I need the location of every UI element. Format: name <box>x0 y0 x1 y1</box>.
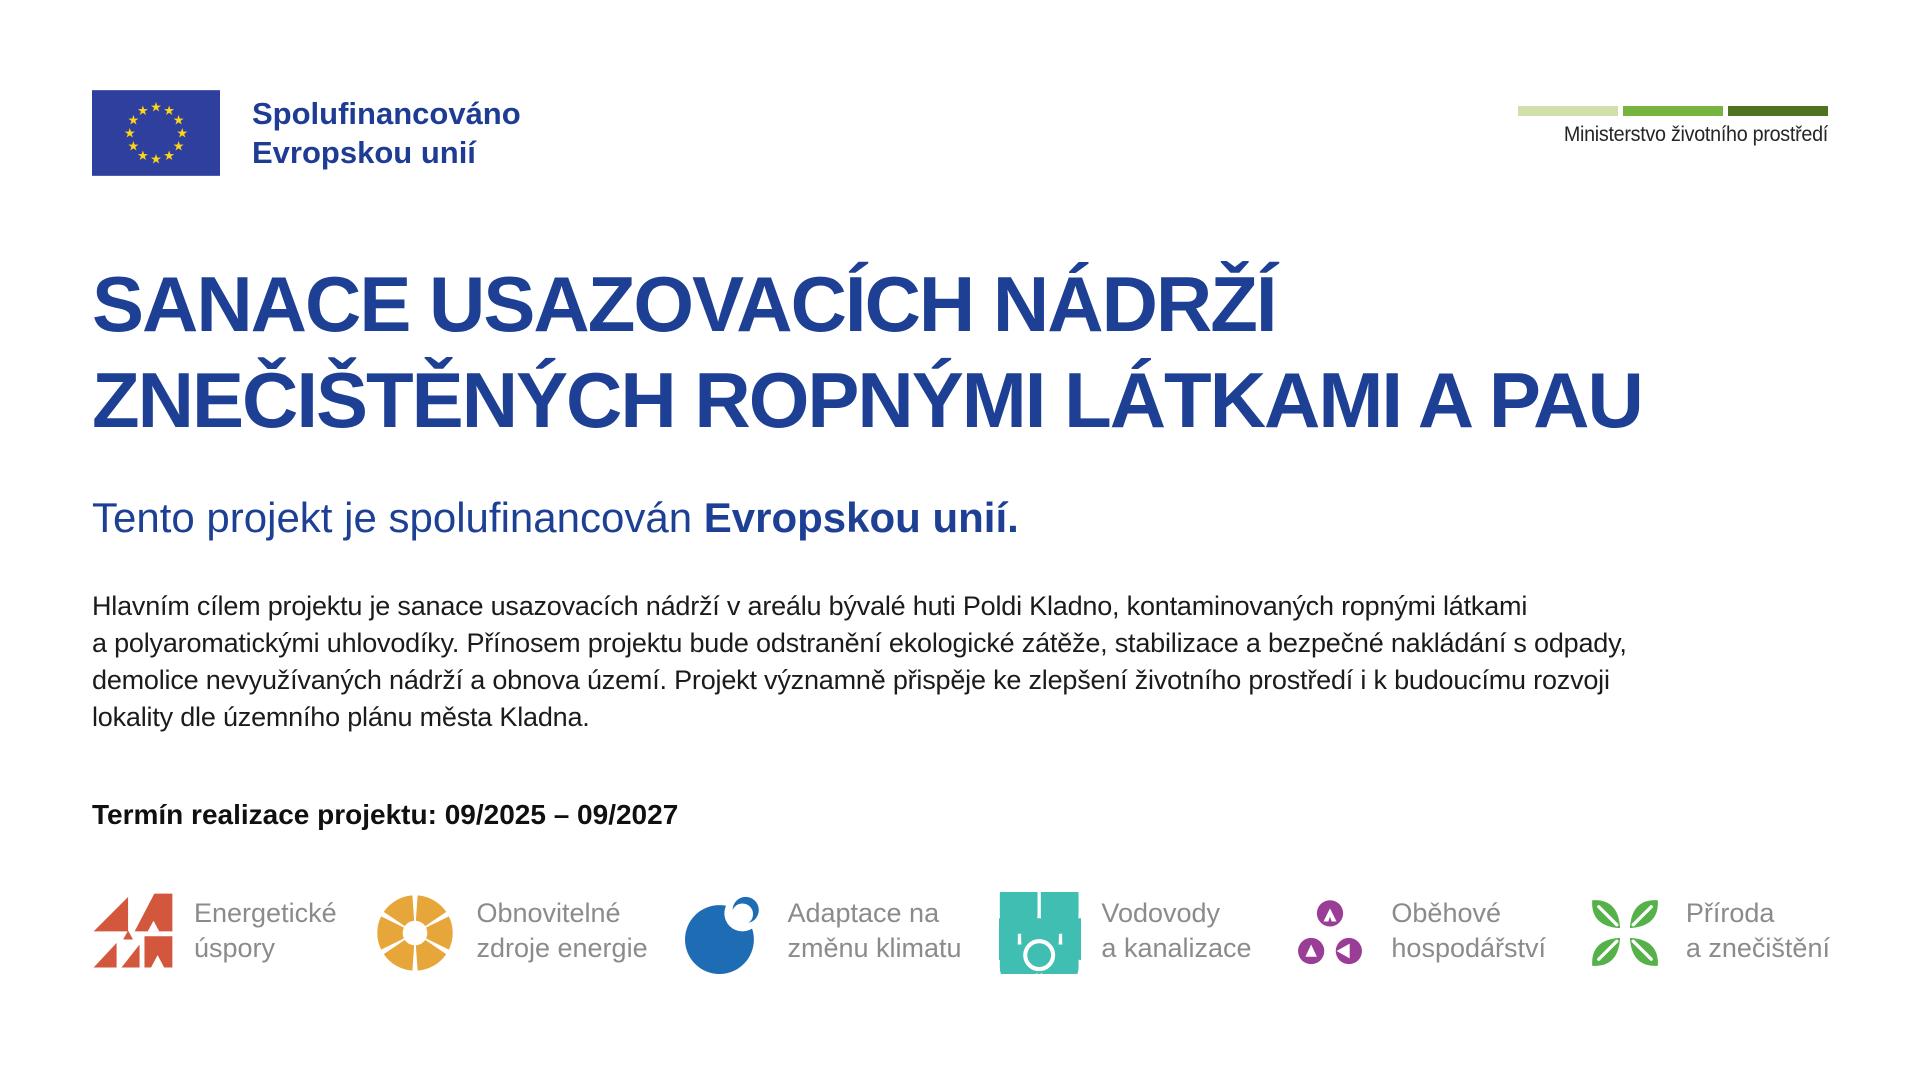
eu-cofunded-label <box>252 90 521 172</box>
category-energy-savings <box>92 892 337 974</box>
category-climate-adaptation <box>685 892 961 974</box>
category-row <box>92 892 1830 974</box>
energy-savings-icon <box>92 892 174 974</box>
cofinance-statement-bold: Evropskou unií <box>703 494 1008 541</box>
svg-text:★: ★ <box>172 113 185 129</box>
svg-text:★: ★ <box>137 149 149 165</box>
category-water-sewerage <box>999 892 1251 974</box>
project-description-line: lokality dle územního plánu města Kladna. <box>92 702 590 732</box>
category-label: Příroda a znečištění <box>1685 898 1830 963</box>
eu-cofunded-logo <box>92 90 521 176</box>
svg-text:★: ★ <box>163 103 175 119</box>
ministry-bars-icon <box>1518 106 1828 116</box>
svg-text:★: ★ <box>176 126 189 142</box>
svg-text:★: ★ <box>163 149 175 165</box>
nature-pollution-icon <box>1584 892 1666 974</box>
project-term: Termín realizace projektu: 09/2025 – 09/2027 <box>92 799 679 830</box>
climate-adaptation-icon <box>685 892 767 974</box>
svg-text:★: ★ <box>150 100 162 116</box>
cofinance-statement-prefix: Tento projekt je spolufinancován <box>92 494 704 541</box>
category-circular-economy <box>1289 892 1546 974</box>
renewable-energy-icon <box>374 892 456 974</box>
category-label: Obnovitelné zdroje energie <box>476 898 648 963</box>
project-description-line: a polyaromatickými uhlovodíky. Přínosem projektu bude odstranění ekologické zátěže, stabilizace a bezpečné nakládání s odpady, <box>92 628 1627 658</box>
page-title-line2: ZNEČIŠTĚNÝCH ROPNÝMI LÁTKAMI A PAU <box>92 356 1642 444</box>
ministry-name: Ministerstvo životního prostředí <box>1563 123 1828 146</box>
svg-text:★: ★ <box>137 103 149 119</box>
project-description-line: demolice nevyužívaných nádrží a obnova území. Projekt významně přispěje ke zlepšení životního prostředí i k budoucímu rozvoji <box>92 665 1610 695</box>
svg-text:★: ★ <box>127 139 140 155</box>
svg-text:★: ★ <box>172 139 185 155</box>
water-sewerage-icon <box>999 892 1081 974</box>
svg-text:★: ★ <box>127 113 140 129</box>
project-description-line: Hlavním cílem projektu je sanace usazovacích nádrží v areálu bývalé huti Poldi Kladno, kontaminovaných ropnými látkami <box>92 591 1528 621</box>
page-title-line1: SANACE USAZOVACÍCH NÁDRŽÍ <box>92 260 1276 348</box>
ministry-logo <box>1518 106 1828 147</box>
page-title <box>92 256 1642 448</box>
eu-flag-icon <box>92 90 220 176</box>
category-label: Vodovody a kanalizace <box>1101 898 1252 963</box>
category-label: Energetické úspory <box>194 898 337 963</box>
svg-text:★: ★ <box>150 152 162 168</box>
cofinance-statement <box>92 494 1019 542</box>
cofinance-statement-suffix: . <box>1007 494 1019 541</box>
project-description <box>92 588 1627 736</box>
circular-economy-icon <box>1289 892 1371 974</box>
eu-cofunded-label-line2: Evropskou unií <box>252 135 476 170</box>
svg-text:★: ★ <box>123 126 136 142</box>
category-renewable-energy <box>374 892 647 974</box>
eu-cofunded-label-line1: Spolufinancováno <box>252 96 521 131</box>
category-label: Oběhové hospodářství <box>1391 898 1546 963</box>
category-nature-pollution <box>1584 892 1830 974</box>
category-label: Adaptace na změnu klimatu <box>787 898 962 963</box>
